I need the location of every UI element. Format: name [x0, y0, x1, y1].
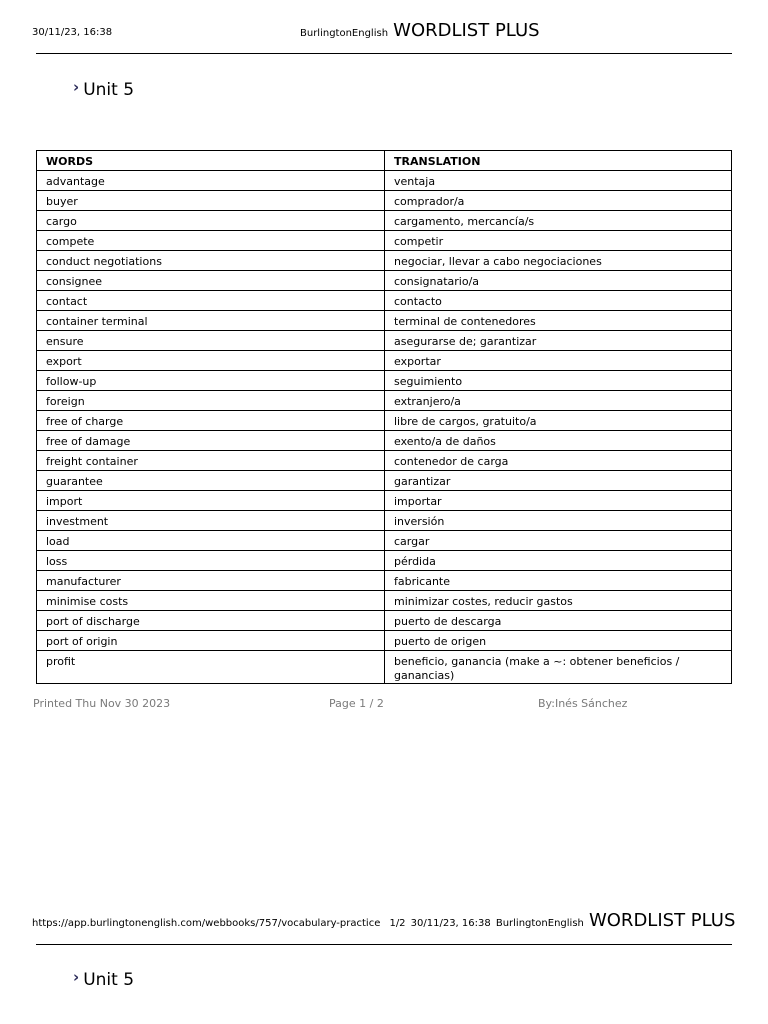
translation-cell: extranjero/a: [385, 391, 732, 411]
table-row: [37, 611, 732, 631]
word-cell: import: [37, 491, 385, 511]
table-row: [37, 211, 732, 231]
page-url[interactable]: https://app.burlingtonenglish.com/webbooks/757/vocabulary-practice: [32, 918, 381, 929]
brand-name: BurlingtonEnglish: [300, 28, 389, 39]
translation-cell: contenedor de carga: [385, 451, 732, 471]
printed-by: By:Inés Sánchez: [538, 697, 628, 710]
printed-date: Printed Thu Nov 30 2023: [33, 697, 171, 710]
word-cell: manufacturer: [37, 571, 385, 591]
table-header-row: [37, 151, 732, 171]
translation-cell: fabricante: [385, 571, 732, 591]
table-row: [37, 431, 732, 451]
wordlist-title: WORDLIST PLUS: [393, 20, 540, 41]
translation-cell: consignatario/a: [385, 271, 732, 291]
table-row: [37, 551, 732, 571]
word-cell: consignee: [37, 271, 385, 291]
translation-cell: exportar: [385, 351, 732, 371]
table-row: [37, 591, 732, 611]
word-cell: port of origin: [37, 631, 385, 651]
table-row: [37, 571, 732, 591]
translation-cell: cargamento, mercancía/s: [385, 211, 732, 231]
column-header-words: WORDS: [37, 151, 385, 171]
unit-heading: [73, 80, 134, 100]
translation-cell: seguimiento: [385, 371, 732, 391]
table-row: [37, 451, 732, 471]
footer-datetime: 30/11/23, 16:38: [410, 918, 491, 929]
column-header-translation: TRANSLATION: [385, 151, 732, 171]
table-row: [37, 311, 732, 331]
word-cell: conduct negotiations: [37, 251, 385, 271]
word-cell: contact: [37, 291, 385, 311]
unit-title: Unit 5: [83, 80, 135, 100]
table-row: [37, 271, 732, 291]
translation-cell: asegurarse de; garantizar: [385, 331, 732, 351]
word-cell: compete: [37, 231, 385, 251]
word-cell: free of charge: [37, 411, 385, 431]
translation-cell: libre de cargos, gratuito/a: [385, 411, 732, 431]
unit-title-2: Unit 5: [83, 970, 135, 990]
translation-cell: comprador/a: [385, 191, 732, 211]
word-cell: load: [37, 531, 385, 551]
word-cell: cargo: [37, 211, 385, 231]
translation-cell: terminal de contenedores: [385, 311, 732, 331]
wordlist-table: [36, 150, 732, 684]
table-row: [37, 171, 732, 191]
table-row: [37, 191, 732, 211]
page-header-title: [300, 20, 540, 41]
word-cell: export: [37, 351, 385, 371]
page-footer: [32, 910, 735, 931]
word-cell: buyer: [37, 191, 385, 211]
translation-cell: beneficio, ganancia (make a ~: obtener beneficios / ganancias): [385, 651, 732, 684]
chevron-right-icon: ›: [73, 78, 80, 96]
page-number: Page 1 / 2: [329, 697, 384, 710]
translation-cell: puerto de origen: [385, 631, 732, 651]
word-cell: loss: [37, 551, 385, 571]
table-row: [37, 491, 732, 511]
print-datetime: 30/11/23, 16:38: [32, 27, 113, 38]
table-row: [37, 531, 732, 551]
table-row: [37, 511, 732, 531]
translation-cell: negociar, llevar a cabo negociaciones: [385, 251, 732, 271]
word-cell: minimise costs: [37, 591, 385, 611]
footer-divider: [36, 944, 732, 945]
table-row: [37, 371, 732, 391]
chevron-right-icon: ›: [73, 968, 80, 986]
word-cell: container terminal: [37, 311, 385, 331]
word-cell: guarantee: [37, 471, 385, 491]
translation-cell: inversión: [385, 511, 732, 531]
translation-cell: ventaja: [385, 171, 732, 191]
word-cell: free of damage: [37, 431, 385, 451]
table-row: [37, 471, 732, 491]
translation-cell: puerto de descarga: [385, 611, 732, 631]
word-cell: ensure: [37, 331, 385, 351]
table-row: [37, 651, 732, 684]
translation-cell: competir: [385, 231, 732, 251]
header-divider: [36, 53, 732, 54]
word-cell: freight container: [37, 451, 385, 471]
translation-cell: exento/a de daños: [385, 431, 732, 451]
translation-cell: cargar: [385, 531, 732, 551]
word-cell: follow-up: [37, 371, 385, 391]
translation-cell: pérdida: [385, 551, 732, 571]
table-row: [37, 231, 732, 251]
table-row: [37, 391, 732, 411]
word-cell: investment: [37, 511, 385, 531]
word-cell: profit: [37, 651, 385, 684]
word-cell: foreign: [37, 391, 385, 411]
translation-cell: importar: [385, 491, 732, 511]
translation-cell: contacto: [385, 291, 732, 311]
unit-heading-2: [73, 970, 134, 990]
table-row: [37, 291, 732, 311]
table-row: [37, 411, 732, 431]
translation-cell: minimizar costes, reducir gastos: [385, 591, 732, 611]
page-of: 1/2: [389, 918, 406, 929]
word-cell: advantage: [37, 171, 385, 191]
translation-cell: garantizar: [385, 471, 732, 491]
table-row: [37, 351, 732, 371]
table-row: [37, 251, 732, 271]
table-body: [37, 171, 732, 684]
table-row: [37, 331, 732, 351]
table-row: [37, 631, 732, 651]
word-cell: port of discharge: [37, 611, 385, 631]
footer-brand-name: BurlingtonEnglish: [495, 918, 584, 929]
footer-wordlist-title: WORDLIST PLUS: [588, 910, 736, 931]
